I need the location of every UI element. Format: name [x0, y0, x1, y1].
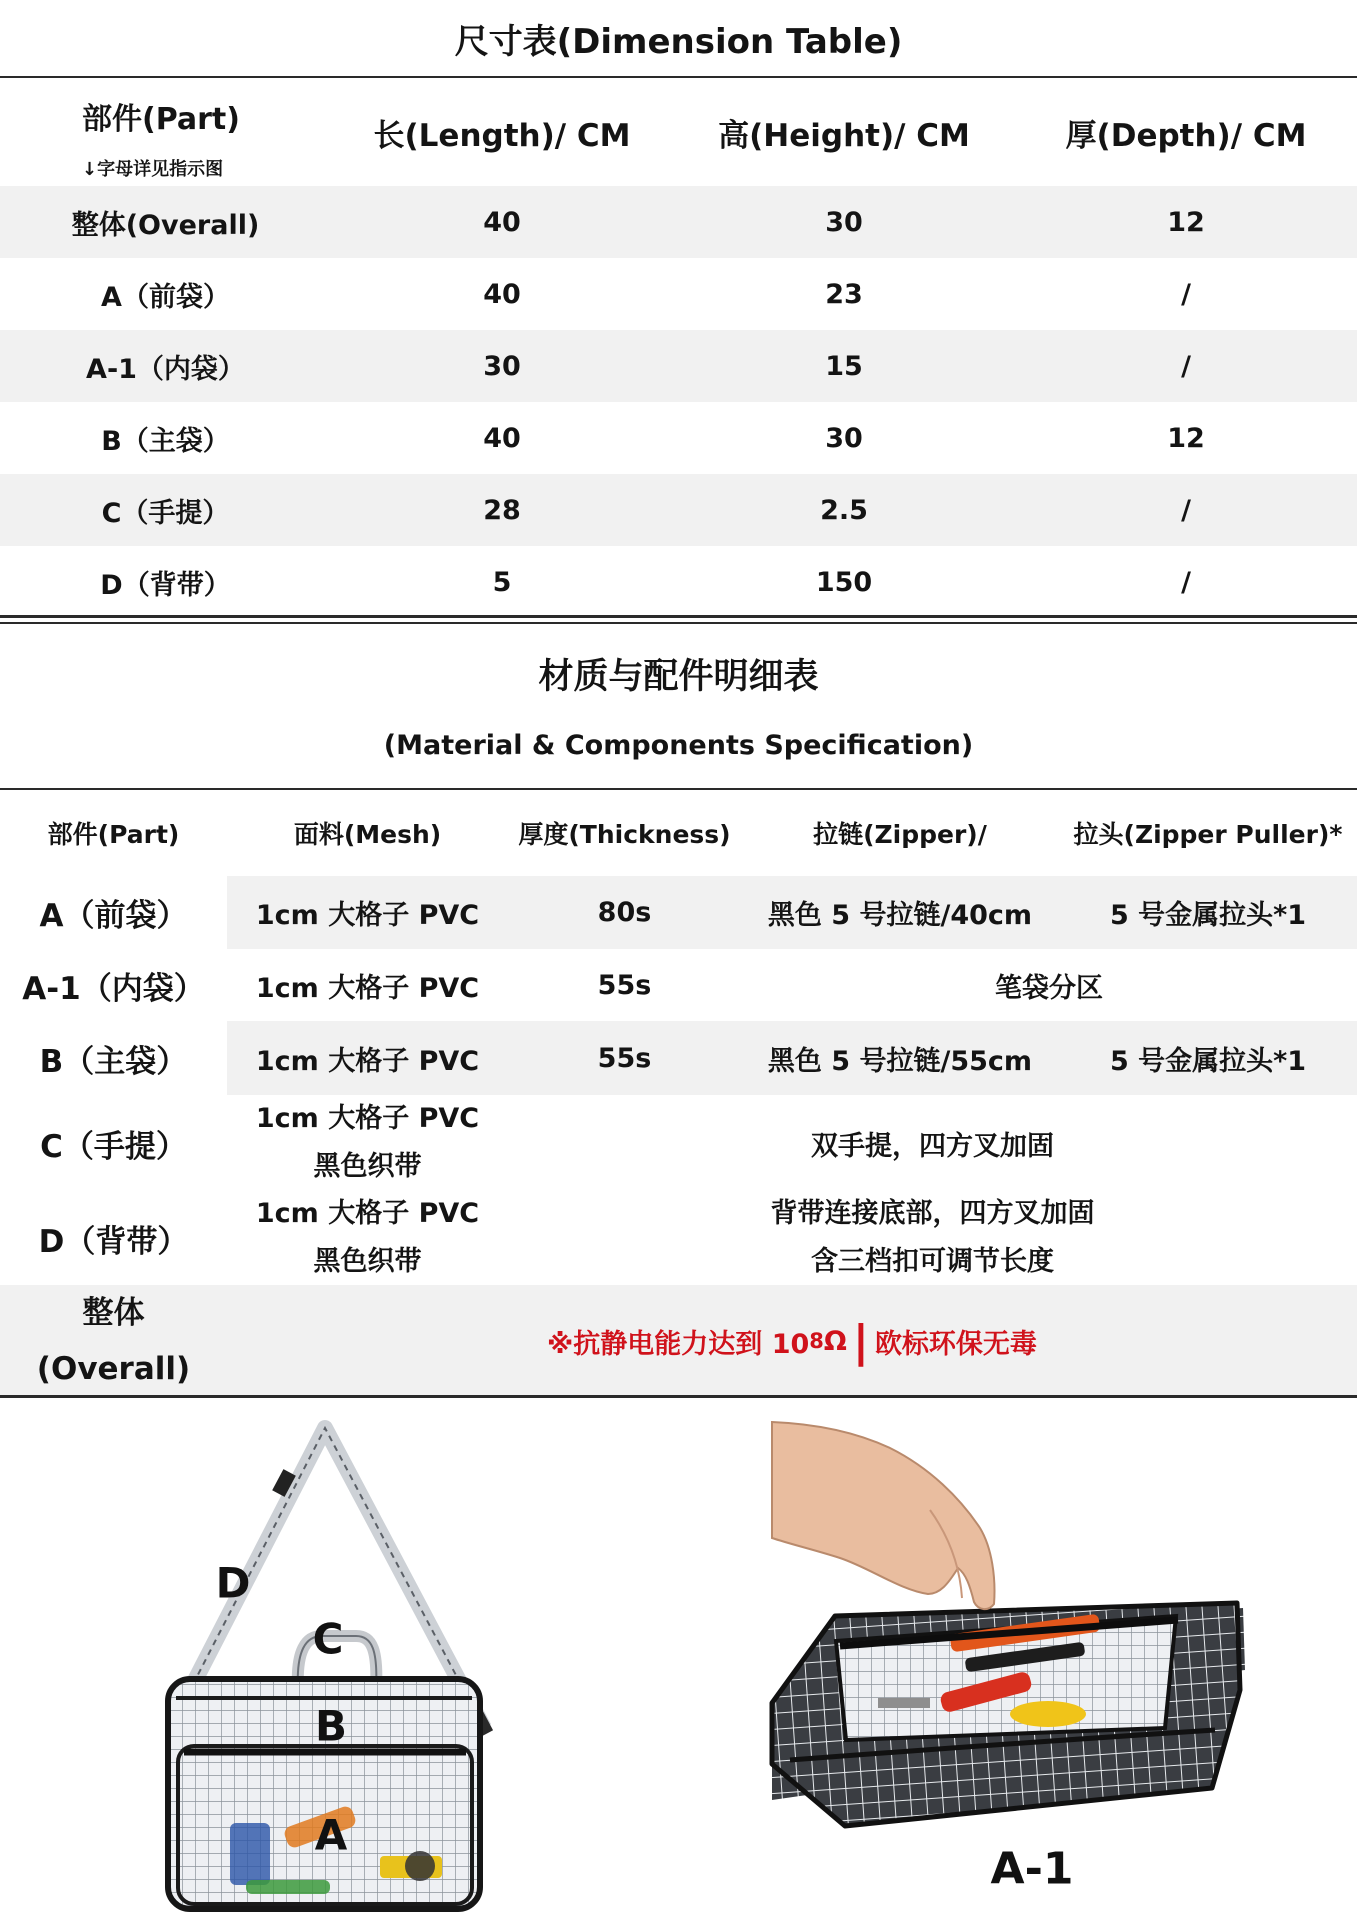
- part-header: 部件(Part): [47, 820, 180, 849]
- depth-cell: 12: [1167, 206, 1205, 238]
- height-cell: 30: [825, 422, 863, 454]
- thickness-cell: 80s: [508, 876, 741, 949]
- table-row: [0, 330, 1357, 402]
- thickness-cell: 55s: [508, 1021, 741, 1095]
- tool-dark: [405, 1851, 435, 1881]
- length-cell: 40: [483, 422, 521, 454]
- height-cell: 15: [825, 350, 863, 382]
- mesh-cell: 1cm 大格子 PVC: [255, 972, 480, 1004]
- mesh-line: 1cm 大格子 PVC: [255, 1198, 480, 1229]
- depth-cell: 12: [1167, 422, 1205, 454]
- part-cell: C（手提）: [101, 497, 230, 529]
- spec-cell: [508, 1190, 1357, 1286]
- part-cell: A（前袋）: [101, 281, 230, 313]
- puller-cell: 5 号金属拉头*1: [1059, 1021, 1357, 1095]
- hand: [772, 1422, 994, 1609]
- length-cell: 40: [483, 278, 521, 310]
- part-cell: B（主袋）: [101, 425, 230, 457]
- table-row: [0, 546, 1357, 618]
- mesh-cell: 1cm 大格子 PVC: [227, 876, 508, 949]
- dimension-table-title: 尺寸表(Dimension Table): [454, 21, 903, 62]
- depth-cell: /: [1181, 494, 1191, 526]
- table-row: [0, 876, 1357, 949]
- table-row: [0, 258, 1357, 330]
- note-prefix: ※抗静电能力达到 10: [547, 1328, 810, 1360]
- note-suffix: 欧标环保无毒: [874, 1328, 1037, 1360]
- part-cell: A-1（内袋）: [86, 353, 245, 385]
- mesh-cell: [227, 1190, 508, 1286]
- table-row: [0, 949, 1357, 1021]
- part-cell: 整体(Overall): [71, 209, 260, 241]
- depth-cell: /: [1181, 566, 1191, 598]
- depth-cell: /: [1181, 278, 1191, 310]
- mesh-cell: [227, 1095, 508, 1191]
- part-cell: D（背带）: [100, 569, 231, 601]
- mesh-line: 黑色织带: [313, 1246, 422, 1277]
- thickness-cell: 55s: [597, 969, 652, 1001]
- bag-inner-pocket-view: [772, 1422, 1245, 1895]
- part-header-note: ↓字母详见指示图: [82, 159, 224, 180]
- label-a1: A-1: [990, 1843, 1074, 1895]
- part-cell: A（前袋）: [39, 898, 188, 934]
- table-row: [0, 1095, 1357, 1190]
- spec-line: 背带连接底部，四方叉加固: [770, 1198, 1095, 1229]
- zipper-cell: 黑色 5 号拉链/55cm: [741, 1021, 1059, 1095]
- note-unit: Ω: [823, 1325, 847, 1357]
- mesh-line: 黑色织带: [313, 1151, 422, 1182]
- height-cell: 30: [825, 206, 863, 238]
- tool-blue: [230, 1823, 270, 1885]
- tool-gray: [878, 1698, 930, 1708]
- height-cell: 23: [825, 278, 863, 310]
- mesh-header: 面料(Mesh): [293, 820, 442, 849]
- thickness-header: 厚度(Thickness): [518, 820, 731, 849]
- table-row: [0, 474, 1357, 546]
- puller-cell: 5 号金属拉头*1: [1059, 876, 1357, 949]
- material-table-title: 材质与配件明细表: [538, 657, 819, 697]
- part-cell: B（主袋）: [39, 1043, 188, 1080]
- part-line: (Overall): [36, 1351, 191, 1387]
- depth-cell: /: [1181, 350, 1191, 382]
- label-d: D: [215, 1558, 251, 1608]
- depth-header: 厚(Depth)/ CM: [1065, 117, 1307, 154]
- height-cell: 150: [815, 566, 873, 598]
- length-cell: 28: [483, 494, 521, 526]
- table-row: [0, 186, 1357, 258]
- zipper-cell: 黑色 5 号拉链/40cm: [741, 876, 1059, 949]
- antistatic-note: ※抗静电能力达到 10 8 Ω | 欧标环保无毒: [547, 1315, 1037, 1367]
- double-rule-bottom: [0, 622, 1357, 624]
- part-cell: D（背带）: [38, 1223, 189, 1260]
- product-figures: [0, 1398, 1357, 1920]
- spec-line: 含三档扣可调节长度: [811, 1246, 1054, 1277]
- material-table-subtitle: (Material & Components Specification): [383, 729, 974, 761]
- length-cell: 30: [483, 350, 521, 382]
- zipper-header: 拉链(Zipper)/: [813, 820, 987, 849]
- table-row: [0, 402, 1357, 474]
- puller-header: 拉头(Zipper Puller)*: [1073, 820, 1343, 849]
- height-header: 高(Height)/ CM: [718, 117, 970, 154]
- table-row: [0, 1285, 1357, 1396]
- material-table-header: [0, 790, 1357, 876]
- tool-green: [246, 1880, 330, 1894]
- double-rule-top: [0, 615, 1357, 618]
- label-a: A: [314, 1810, 348, 1860]
- label-b: B: [314, 1701, 348, 1751]
- length-header: 长(Length)/ CM: [373, 117, 631, 154]
- table-row: [0, 1021, 1357, 1095]
- zipper-puller-cell: 笔袋分区: [995, 972, 1103, 1004]
- mesh-cell: 1cm 大格子 PVC: [227, 1021, 508, 1095]
- part-line: 整体: [82, 1295, 145, 1331]
- part-cell: [0, 1285, 227, 1397]
- table-row: [0, 1190, 1357, 1285]
- tool-yellow: [1010, 1701, 1086, 1727]
- height-cell: 2.5: [820, 494, 868, 526]
- mesh-line: 1cm 大格子 PVC: [255, 1103, 480, 1134]
- part-header: 部件(Part): [82, 102, 240, 137]
- part-cell: A-1（内袋）: [22, 970, 205, 1007]
- label-c: C: [312, 1614, 344, 1664]
- note-separator: |: [852, 1315, 869, 1367]
- length-cell: 40: [483, 206, 521, 238]
- part-cell: C（手提）: [40, 1128, 187, 1165]
- length-cell: 5: [492, 566, 512, 598]
- bag-front-view: [168, 1428, 493, 1909]
- spec-cell: 双手提，四方叉加固: [811, 1130, 1054, 1162]
